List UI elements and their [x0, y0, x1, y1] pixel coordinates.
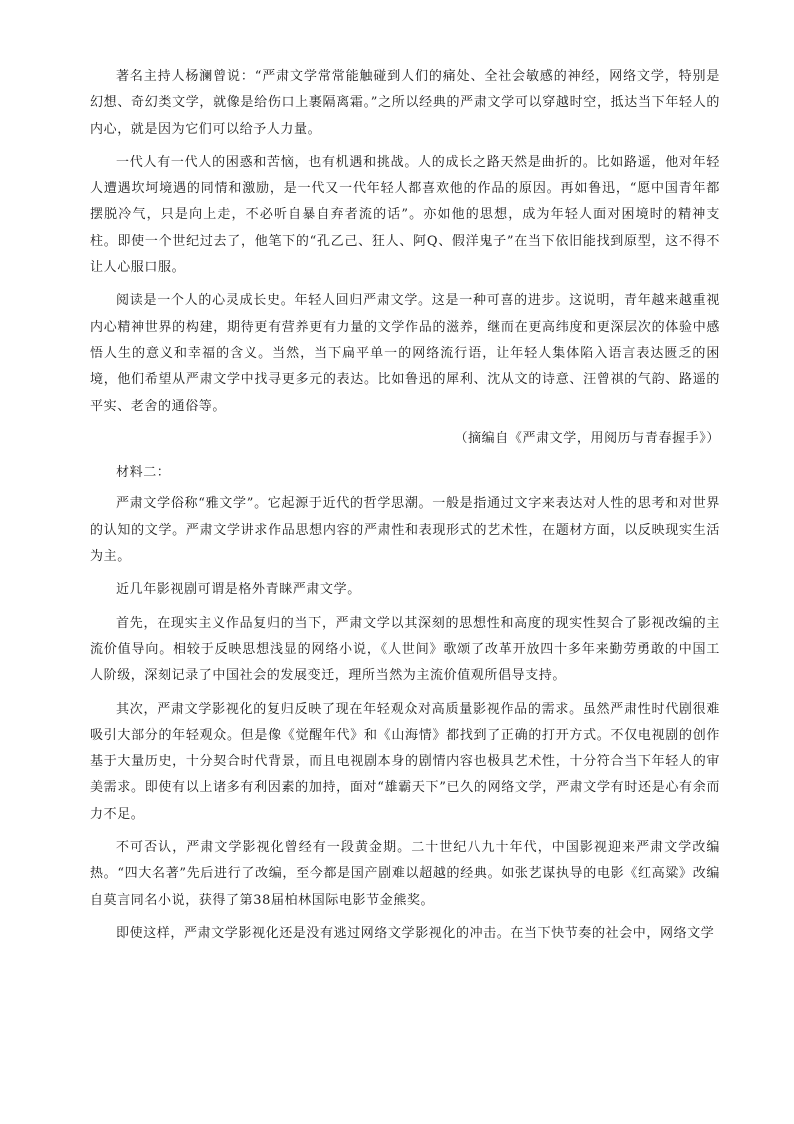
- source-note: （摘编自《严肃文学，用阅历与青春握手》）: [454, 430, 720, 446]
- paragraph-2: 一代人有一代人的困惑和苦恼，也有机遇和挑战。人的成长之路天然是曲折的。比如路遥，他对年轻人遭遇坎坷境遇的同情和激励，是一代又一代年轻人都喜欢他的作品的原因。再如鲁迅，“愿中国青年都摆脱冷气，只是向上走，不必听自暴自弃者流的话”。亦如他的思想，成为年轻人面对困境时的精神支柱。即使一个世纪过去了，他笔下的“孔乙己、狂人、阿Q、假洋鬼子”在当下依旧能找到原型，这不得不让人心服口服。: [90, 154, 720, 276]
- paragraph-1: 著名主持人杨澜曾说：“严肃文学常常能触碰到人们的痛处、全社会敏感的神经，网络文学，特别是幻想、奇幻类文学，就像是给伤口上裹隔离霜。”之所以经典的严肃文学可以穿越时空，抵达当下年轻人的内心，就是因为它们可以给予人力量。: [90, 69, 720, 137]
- paragraph-6: 首先，在现实主义作品复归的当下，严肃文学以其深刻的思想性和高度的现实性契合了影视改编的主流价值导向。相较于反映思想浅显的网络小说，《人世间》歌颂了改革开放四十多年来勤劳勇敢的中国工人阶级，深刻记录了中国社会的发展变迁，理所当然为主流价值观所倡导支持。: [90, 615, 720, 684]
- document-page: [90, 64, 720, 947]
- paragraph-4: 严肃文学俗称“雅文学”。它起源于近代的哲学思潮。一般是指通过文字来表达对人性的思考和对世界的认知的文学。严肃文学讲求作品思想内容的严肃性和表现形式的艺术性，在题材方面，以反映现实生活为主。: [90, 496, 720, 565]
- material-label: 材料二：: [116, 465, 171, 481]
- paragraph-9: 即使这样，严肃文学影视化还是没有逃过网络文学影视化的冲击。在当下快节奏的社会中，网络文学: [116, 925, 715, 941]
- paragraph-3: 阅读是一个人的心灵成长史。年轻人回归严肃文学。这是一种可喜的进步。这说明，青年越来越重视内心精神世界的构建，期待更有营养更有力量的文学作品的滋养，继而在更高纬度和更深层次的体验中感悟人生的意义和幸福的含义。当然，当下扁平单一的网络流行语，让年轻人集体陷入语言表达匮乏的困境，他们希望从严肃文学中找寻更多元的表达。比如鲁迅的犀利、沈从文的诗意、汪曾祺的气韵、路遥的平实、老舍的通俗等。: [90, 293, 720, 414]
- paragraph-7: 其次，严肃文学影视化的复归反映了现在年轻观众对高质量影视作品的需求。虽然严肃性时代剧很难吸引大部分的年轻观众。但是像《觉醒年代》和《山海情》都找到了正确的打开方式。不仅电视剧的创作基于大量历史，十分契合时代背景，而且电视剧本身的剧情内容也极具艺术性，十分符合当下年轻人的审美需求。即使有以上诸多有利因素的加持，面对“雄霸天下”已久的网络文学，严肃文学有时还是心有余而力不足。: [90, 701, 720, 822]
- paragraph-8: 不可否认，严肃文学影视化曾经有一段黄金期。二十世纪八九十年代，中国影视迎来严肃文学改编热。“四大名著”先后进行了改编，至今都是国产剧难以超越的经典。如张艺谋执导的电影《红高粱》改编自莫言同名小说，获得了第38届柏林国际电影节金熊奖。: [90, 840, 720, 908]
- paragraph-5: 近几年影视剧可谓是格外青睐严肃文学。: [116, 582, 361, 598]
